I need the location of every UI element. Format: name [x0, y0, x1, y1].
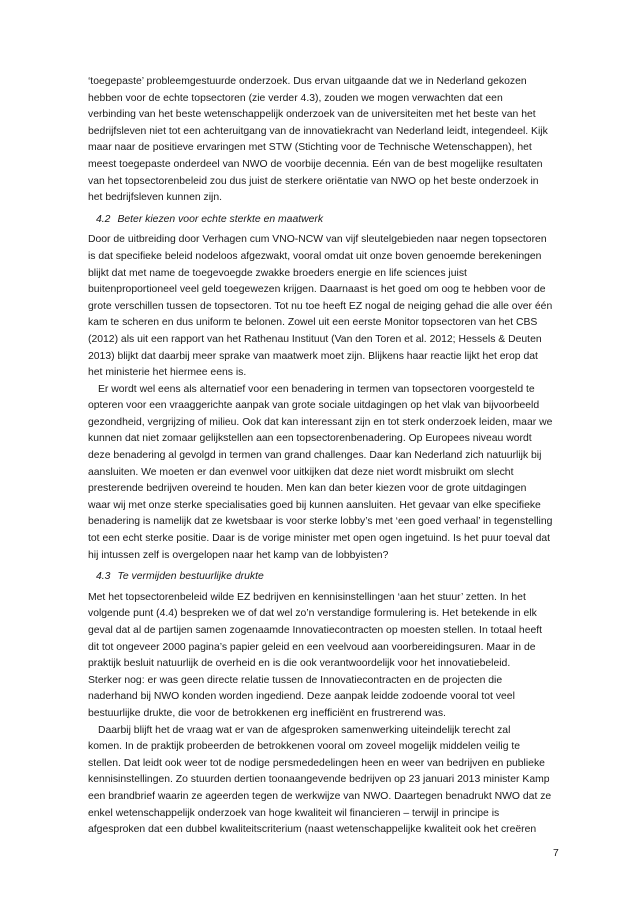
- text-line: grote verschillen tussen de topsectoren. Tot nu toe heeft EZ nogal de neiging gehad die alle over één: [88, 300, 553, 312]
- text-line: van het topsectorenbeleid zou dus juist de sterkere oriëntatie van NWO op het beste onderzoek in: [88, 175, 539, 187]
- text-line: tot een echt sterke positie. Daar is de vorige minister met open ogen ingetuind. Is het puur toeval dat: [88, 533, 551, 545]
- text-line: kennisinstellingen. Zo stuurden dertien toonaangevende bedrijven op 23 januari 2013 minister Kamp: [88, 774, 550, 786]
- paragraph-1: [88, 74, 562, 207]
- text-line: praktijk besluit natuurlijk de overheid en is die ook verantwoordelijk voor het innovatiebeleid.: [88, 658, 511, 670]
- text-line: een brandbrief waarin ze ageerden tegen de werkwijze van NWO. Daartegen benadrukt NWO dat ze: [88, 790, 552, 802]
- text-line: verbinding van het beste wetenschappelijk onderzoek van de universiteiten met het beste van het: [88, 109, 536, 121]
- text-line: deze benadering al gevolgd in termen van grand challenges. Daar kan Nederland zich natuurlijk bij: [88, 450, 542, 462]
- paragraph-3: [88, 382, 562, 565]
- text-line: hebben voor de echte topsectoren (zie verder 4.3), zouden we mogen verwachten dat een: [88, 92, 503, 104]
- text-line: komen. In de praktijk probeerden de betrokkenen vooral om zoveel mogelijk middelen veilig te: [88, 741, 521, 753]
- text-line: dit tot ongeveer 2000 pagina’s papier geleid en een veelvoud aan voorbereidingsuren. Maar in de: [88, 641, 536, 653]
- text-line: is dat specifieke beleid nodeloos afgezwakt, vooral omdat uit onze boven genoemde berekeningen: [88, 250, 542, 262]
- document-page: [88, 74, 562, 839]
- text-line: meest toegepaste onderdeel van NWO de voorbije decennia. Eén van de best mogelijke resultaten: [88, 158, 543, 170]
- section-heading-4-2: [96, 212, 562, 229]
- text-line: opteren voor een vraaggerichte aanpak van grote sociale uitdagingen op het vlak van bijvoorbeeld: [88, 400, 540, 412]
- section-number: 4.2: [96, 213, 111, 225]
- text-line: buitenproportioneel veel geld toegewezen krijgen. Daarnaast is het goed om oog te hebben voor de: [88, 284, 546, 296]
- text-line: benadering is namelijk dat ze kwetsbaar is voor sterke lobby’s met ‘een goed verhaal’ in tegenstelling: [88, 516, 553, 528]
- text-line: kunnen dat niet zomaar gelijkstellen aan een topsectorenbenadering. Op Europees niveau wordt: [88, 433, 532, 445]
- text-line: bedrijfsleven niet tot een achteruitgang van de innovatiekracht van Nederland leidt, integendeel. Kijk: [88, 125, 548, 137]
- section-title: Te vermijden bestuurlijke drukte: [117, 571, 264, 583]
- text-line: volgende punt (4.4) bespreken we of dat wel zo’n verstandige formulering is. Het betekende in elk: [88, 608, 537, 620]
- text-line: Sterker nog: er was geen directe relatie tussen de Innovatiecontracten en de projecten die: [88, 674, 503, 686]
- text-line: afgesproken dat een dubbel kwaliteitscriterium (naast wetenschappelijke kwaliteit ook het creëren: [88, 824, 537, 836]
- text-line: Met het topsectorenbeleid wilde EZ bedrijven en kennisinstellingen ‘aan het stuur’ zetten. In het: [88, 591, 526, 603]
- text-line: het bedrijfsleven kunnen zijn.: [88, 192, 223, 204]
- text-line: het ministerie het hiermee eens is.: [88, 367, 247, 379]
- section-title: Beter kiezen voor echte sterkte en maatwerk: [117, 213, 324, 225]
- text-line: presterende bedrijven overeind te houden. Men kan dan beter kiezen voor de grote uitdagingen: [88, 483, 527, 495]
- section-heading-4-3: [96, 569, 562, 586]
- text-line: stellen. Dat leidt ook weer tot de nodige persmededelingen heen en weer van bedrijven en publieke: [88, 757, 545, 769]
- text-line: hij intussen zelf is overgelopen naar het kamp van de lobbyisten?: [88, 549, 389, 561]
- paragraph-5: [88, 723, 562, 839]
- text-line: 2013) blijkt dat daarbij meer sprake van maatwerk moet zijn. Blijkens haar reactie lijkt het erop dat: [88, 350, 538, 362]
- text-line: waar wij met onze sterke specialisaties goed bij kunnen aansluiten. Het gevaar van elke specifieke: [88, 499, 541, 511]
- text-line: Er wordt wel eens als alternatief voor een benadering in termen van topsectoren voorgesteld te: [98, 383, 535, 395]
- paragraph-4: [88, 590, 562, 723]
- text-line: naderhand bij NWO konden worden ingediend. Deze aanpak leidde zodoende vooral tot veel: [88, 691, 515, 703]
- section-number: 4.3: [96, 571, 111, 583]
- text-line: gezondheid, vergrijzing of milieu. Ook dat kan interessant zijn en tot sterk onderzoek leiden, maar we: [88, 416, 553, 428]
- text-line: enkel wetenschappelijk onderzoek van hoge kwaliteit wil financieren – terwijl in principe is: [88, 807, 500, 819]
- text-line: aansluiten. We moeten er dan evenwel voor uitkijken dat deze niet wordt misbruikt om slecht: [88, 466, 514, 478]
- text-line: geval dat al de partijen samen zogenaamde Innovatiecontracten op moesten stellen. In totaal heeft: [88, 625, 543, 636]
- text-line: ‘toegepaste’ probleemgestuurde onderzoek. Dus ervan uitgaande dat we in Nederland gekozen: [88, 76, 527, 87]
- text-line: maar naar de positieve ervaringen met STW (Stichting voor de Technische Wetenschappen), het: [88, 142, 532, 154]
- paragraph-2: [88, 232, 562, 381]
- text-line: blijkt dat met name de toegevoegde zwakke broeders energie en life sciences juist: [88, 267, 467, 279]
- text-line: Daarbij blijft het de vraag wat er van de afgesproken samenwerking uiteindelijk terecht zal: [98, 724, 511, 736]
- text-line: (2012) als uit een rapport van het Rathenau Instituut (Van den Toren et al. 2012; Hessels & Deuten: [88, 333, 542, 345]
- text-line: bestuurlijke drukte, die voor de betrokkenen erg inefficiënt en frustrerend was.: [88, 707, 446, 719]
- text-line: Door de uitbreiding door Verhagen cum VNO-NCW van vijf sleutelgebieden naar negen topsectoren: [88, 234, 547, 246]
- text-line: kam te scheren en dus uniform te belonen. Zowel uit een eerste Monitor topsectoren van het CBS: [88, 317, 538, 329]
- page-number: 7: [553, 848, 559, 859]
